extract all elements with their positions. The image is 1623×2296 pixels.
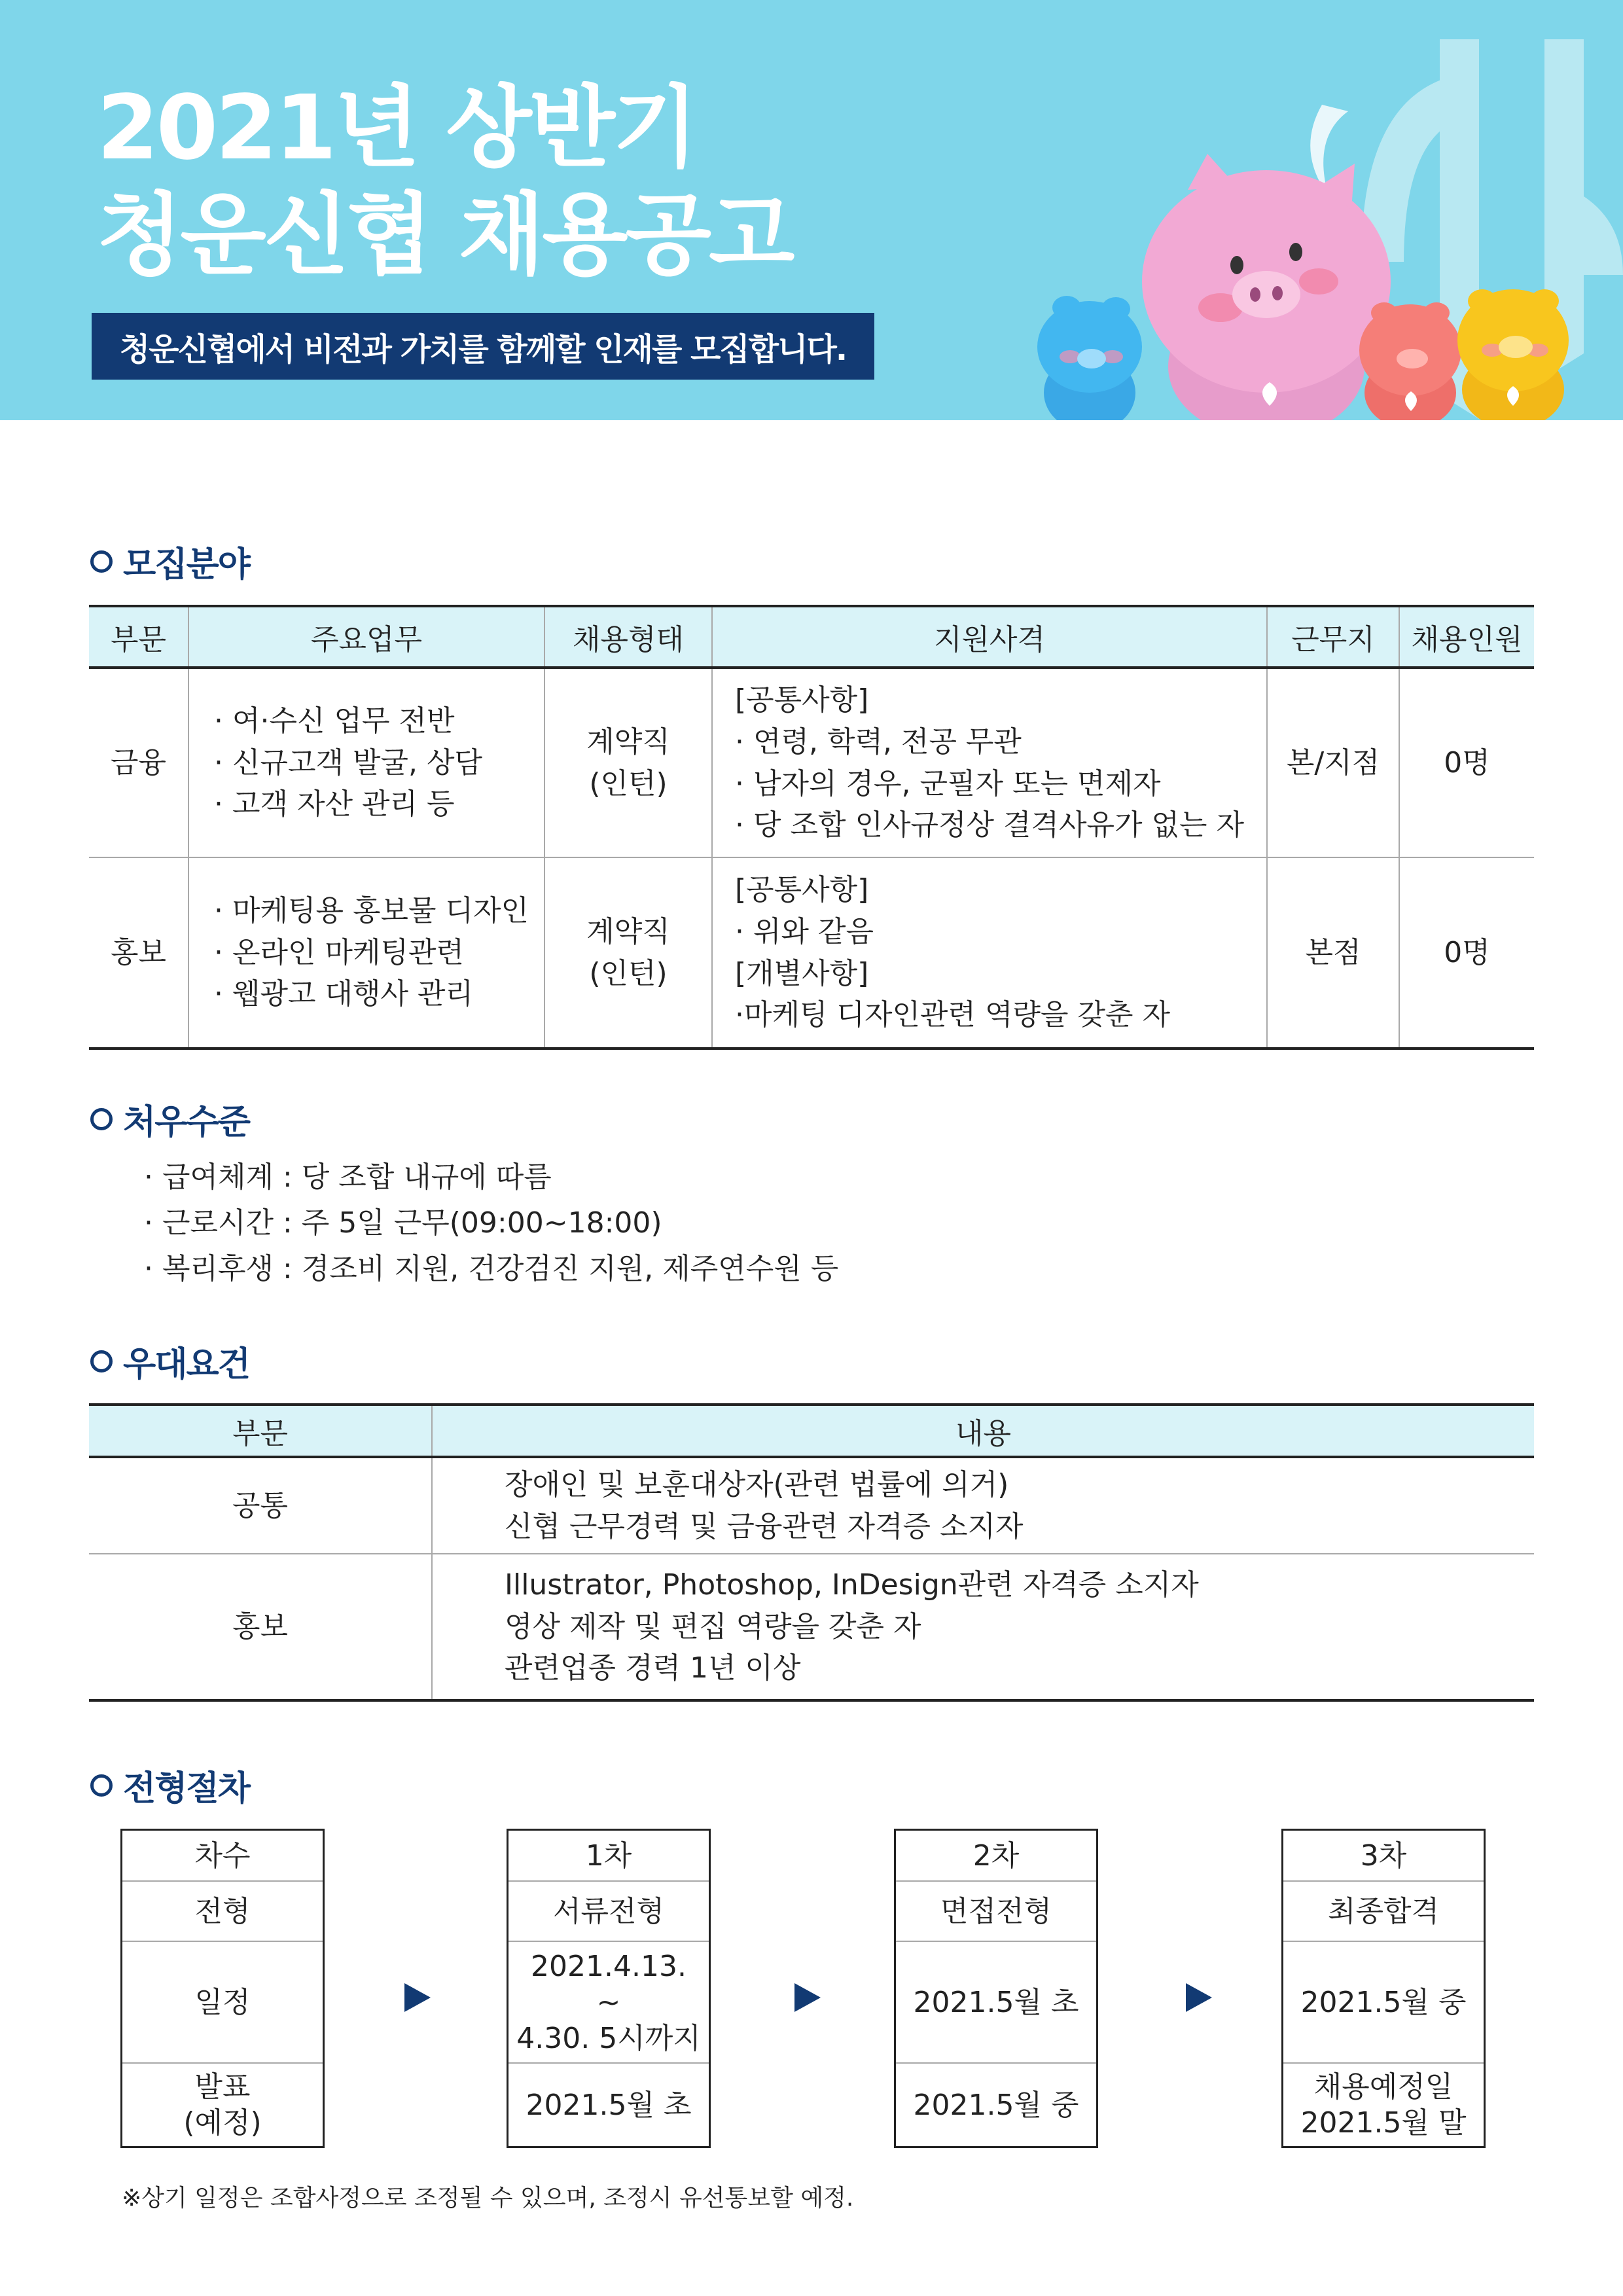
stage-schedule	[896, 1942, 1096, 2064]
qualification-item: [개별사항]	[735, 956, 869, 990]
yellow-pig-mascot	[1457, 289, 1569, 420]
qualification-item: · 연령, 학력, 전공 무관	[735, 725, 1022, 759]
process-stage-1	[507, 1829, 711, 2148]
section-heading-text: 모집분야	[123, 545, 249, 584]
stage-announce	[122, 2064, 323, 2146]
duty-item: · 웹광고 대행사 관리	[214, 977, 473, 1011]
section-heading-recruit	[90, 537, 249, 586]
section-heading-text: 전형절차	[123, 1769, 249, 1808]
headcount-cell: 0명	[1399, 668, 1534, 857]
table-header-row	[89, 606, 1534, 668]
schedule-text: 일정	[194, 1985, 251, 2019]
stage-round: 2차	[896, 1831, 1096, 1882]
dept-cell: 공통	[232, 1488, 288, 1522]
qualification-item: · 당 조합 인사규정상 결격사유가 없는 자	[735, 808, 1244, 842]
dept-cell: 홍보	[232, 1609, 288, 1643]
circle-bullet-icon	[90, 550, 113, 573]
duty-item: · 신규고객 발굴, 상담	[214, 745, 482, 780]
content-item: Illustrator, Photoshop, InDesign관련 자격증 소지자	[505, 1568, 1199, 1602]
column-header: 채용인원	[1399, 606, 1534, 668]
duty-item: · 여·수신 업무 전반	[214, 704, 455, 738]
section-heading-benefits	[90, 1094, 249, 1143]
circle-bullet-icon	[90, 1108, 113, 1130]
qualification-item: · 남자의 경우, 군필자 또는 면제자	[735, 766, 1161, 800]
mascot-illustration	[1021, 0, 1623, 420]
benefit-item: · 근로시간 : 주 5일 근무(09:00~18:00)	[144, 1206, 662, 1240]
type-cell	[544, 857, 712, 1049]
column-header: 지원사격	[712, 606, 1267, 668]
schedule-text: 2021.5월 초	[913, 1985, 1079, 2019]
process-stage-2	[894, 1829, 1098, 2148]
stage-schedule	[122, 1942, 323, 2064]
circle-bullet-icon	[90, 1774, 113, 1797]
schedule-text: 4.30. 5시까지	[516, 2021, 701, 2055]
qualification-item: · 위와 같음	[735, 914, 874, 948]
benefit-item: · 급여체계 : 당 조합 내규에 따름	[144, 1160, 552, 1194]
column-header: 채용형태	[544, 606, 712, 668]
schedule-note: ※상기 일정은 조합사정으로 조정될 수 있으며, 조정시 유선통보할 예정.	[122, 2185, 854, 2212]
column-header: 내용	[432, 1405, 1534, 1457]
duties-cell	[188, 668, 544, 857]
announce-text: 2021.5월 말	[1300, 2106, 1467, 2140]
location-cell: 본점	[1267, 857, 1399, 1049]
stage-name: 면접전형	[896, 1882, 1096, 1942]
announce-text: 채용예정일	[1313, 2070, 1454, 2104]
content-item: 신협 근무경력 및 금융관련 자격증 소지자	[505, 1509, 1024, 1543]
arrow-right-icon	[794, 1983, 821, 2012]
duty-item: · 고객 자산 관리 등	[214, 787, 455, 821]
type-text: 계약직	[586, 914, 670, 948]
announce-text: 2021.5월 중	[913, 2088, 1079, 2122]
type-text: (인턴)	[589, 766, 668, 800]
subtitle-banner: 청운신협에서 비전과 가치를 함께할 인재를 모집합니다.	[92, 313, 874, 380]
section-heading-text: 우대요건	[123, 1345, 249, 1384]
content-item: 장애인 및 보훈대상자(관련 법률에 의거)	[505, 1467, 1009, 1501]
type-text: 계약직	[586, 725, 670, 759]
duty-item: · 마케팅용 홍보물 디자인	[214, 893, 529, 927]
qualification-item: [공통사항]	[735, 872, 869, 906]
benefits-list	[144, 1155, 838, 1292]
content-item: 관련업종 경력 1년 이상	[505, 1651, 801, 1685]
qualification-cell	[712, 857, 1267, 1049]
stage-announce	[896, 2064, 1096, 2146]
schedule-text: ~	[596, 1985, 621, 2019]
qualification-cell	[712, 668, 1267, 857]
dept-cell: 금융	[89, 668, 188, 857]
stage-name: 최종합격	[1283, 1882, 1484, 1942]
stage-schedule	[508, 1942, 709, 2064]
table-row	[89, 668, 1534, 857]
circle-bullet-icon	[90, 1350, 113, 1372]
headcount-cell: 0명	[1399, 857, 1534, 1049]
section-heading-process	[90, 1761, 249, 1810]
duties-cell	[188, 857, 544, 1049]
stage-round: 1차	[508, 1831, 709, 1882]
column-header: 부문	[89, 1405, 432, 1457]
duty-item: · 온라인 마케팅관련	[214, 935, 464, 969]
arrow-right-icon	[1186, 1983, 1212, 2012]
location-cell: 본/지점	[1267, 668, 1399, 857]
schedule-text: 2021.5월 중	[1300, 1985, 1467, 2019]
stage-round: 3차	[1283, 1831, 1484, 1882]
schedule-text: 2021.4.13.	[531, 1949, 687, 1983]
column-header: 근무지	[1267, 606, 1399, 668]
stage-name: 전형	[122, 1882, 323, 1942]
content-cell	[432, 1554, 1534, 1700]
stage-announce	[508, 2064, 709, 2146]
stage-round: 차수	[122, 1831, 323, 1882]
page-title-line2: 청운신협 채용공고	[97, 184, 793, 287]
table-row	[89, 1554, 1534, 1700]
coral-pig-mascot	[1359, 302, 1461, 420]
column-header: 부문	[89, 606, 188, 668]
pink-pig-mascot	[1142, 154, 1391, 420]
process-stage-labels	[120, 1829, 325, 2148]
benefit-item: · 복리후생 : 경조비 지원, 건강검진 지원, 제주연수원 등	[144, 1252, 839, 1285]
table-row	[89, 1457, 1534, 1554]
section-heading-preference	[90, 1336, 249, 1386]
arrow-right-icon	[404, 1983, 431, 2012]
stage-schedule	[1283, 1942, 1484, 2064]
stage-name: 서류전형	[508, 1882, 709, 1942]
qualification-item: [공통사항]	[735, 683, 869, 717]
table-row	[89, 857, 1534, 1049]
process-stage-3	[1281, 1829, 1486, 2148]
content-cell	[432, 1457, 1534, 1554]
blue-pig-mascot	[1037, 296, 1142, 420]
announce-text: 발표	[194, 2070, 251, 2104]
recruit-table	[89, 605, 1534, 1050]
column-header: 주요업무	[188, 606, 544, 668]
header-banner	[0, 0, 1623, 420]
qualification-item: ·마케팅 디자인관련 역량을 갖춘 자	[735, 998, 1170, 1032]
announce-text: 2021.5월 초	[526, 2088, 692, 2122]
announce-text: (예정)	[183, 2106, 262, 2140]
content-item: 영상 제작 및 편집 역량을 갖춘 자	[505, 1609, 921, 1643]
type-text: (인턴)	[589, 956, 668, 990]
stage-announce	[1283, 2064, 1484, 2146]
preference-table	[89, 1403, 1534, 1702]
table-header-row	[89, 1405, 1534, 1457]
page-title-line1: 2021년 상반기	[97, 77, 696, 180]
dept-cell: 홍보	[89, 857, 188, 1049]
type-cell	[544, 668, 712, 857]
section-heading-text: 처우수준	[123, 1103, 249, 1142]
